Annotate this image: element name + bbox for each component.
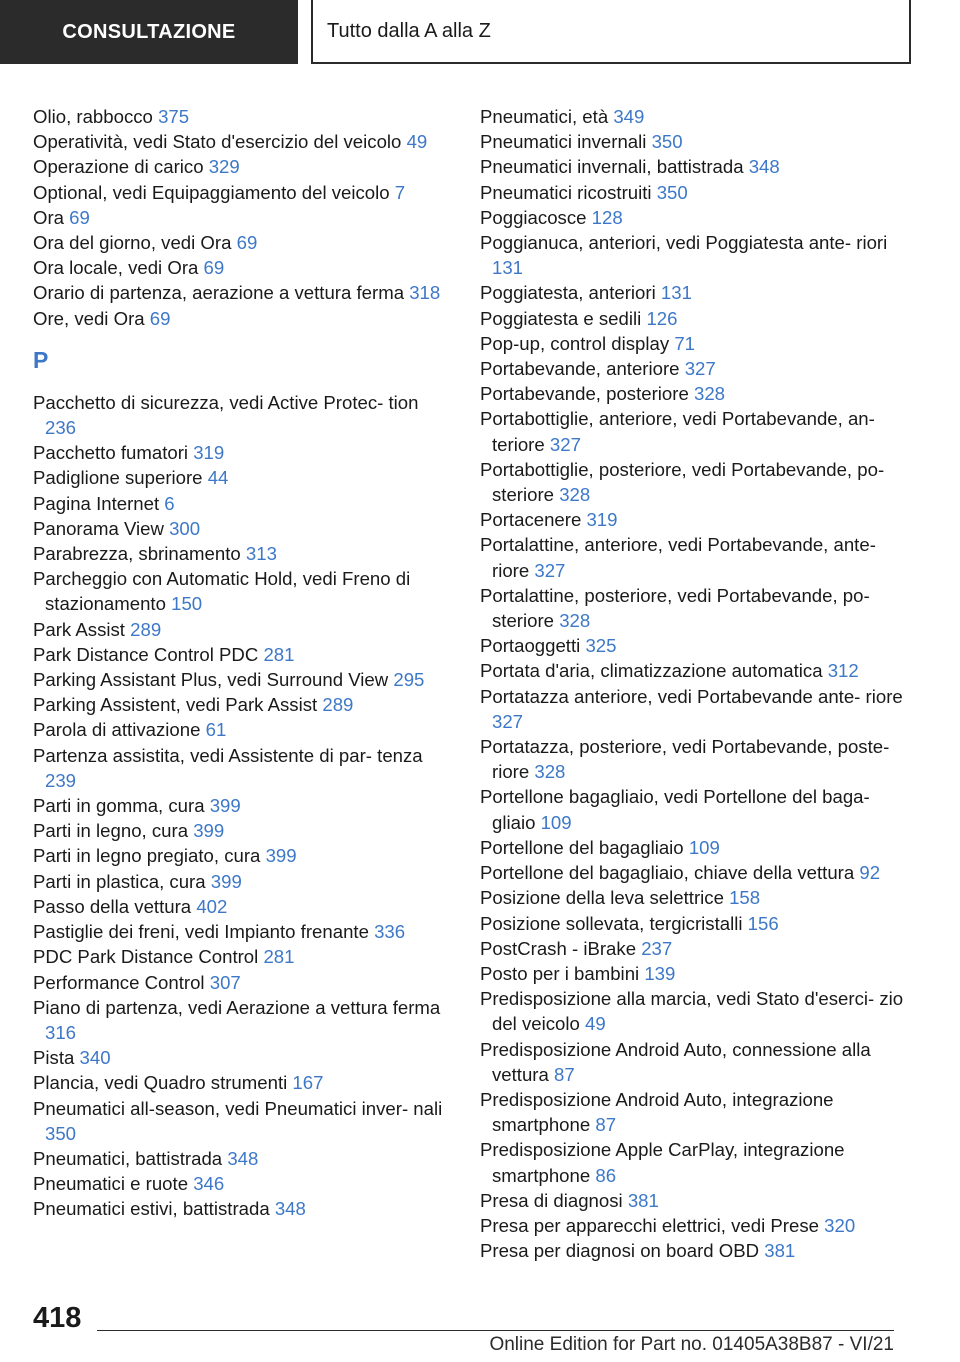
entry-term: Pista [33, 1047, 75, 1069]
page-reference-link[interactable]: 131 [492, 257, 524, 279]
index-entry [480, 835, 910, 860]
entry-term: Parking Assistent, vedi Park Assist [33, 694, 318, 716]
page-reference-link[interactable]: 320 [824, 1214, 856, 1236]
index-entry [33, 843, 453, 868]
entry-term: Ora [33, 206, 64, 228]
entry-term: Olio, rabbocco [33, 106, 153, 127]
index-entry [33, 104, 453, 129]
page-reference-link[interactable]: 336 [374, 921, 406, 943]
entry-term: Predisposizione Android Auto, integrazione smartphone [480, 1088, 834, 1136]
entry-term: Performance Control [33, 971, 205, 993]
page-reference-link[interactable]: 327 [549, 433, 581, 455]
page-reference-link[interactable]: 327 [684, 358, 716, 380]
page-reference-link[interactable]: 71 [674, 332, 696, 354]
index-entry [33, 894, 453, 919]
index-entry [480, 154, 910, 179]
index-entry [33, 667, 453, 692]
index-entry [480, 1137, 910, 1187]
page-reference-link[interactable]: 307 [209, 971, 241, 993]
entry-term: Pacchetto di sicurezza, vedi Active Protec- tion [33, 391, 419, 413]
index-entry [480, 180, 910, 205]
index-entry [480, 1213, 910, 1238]
index-entry [480, 1087, 910, 1137]
page-reference-link[interactable]: 348 [227, 1147, 259, 1169]
page-reference-link[interactable]: 328 [693, 383, 726, 405]
page-reference-link[interactable]: 319 [193, 442, 225, 464]
index-entry [33, 1146, 453, 1171]
page-reference-link[interactable]: 348 [274, 1198, 306, 1220]
entry-term: Predisposizione Apple CarPlay, integrazione smartphone [480, 1139, 845, 1186]
page-reference-link[interactable]: 328 [559, 484, 591, 506]
page-reference-link[interactable]: 319 [586, 509, 618, 531]
entry-term: Portabottiglie, anteriore, vedi Portabevande, an- teriore [480, 408, 875, 455]
index-entry [480, 356, 910, 381]
page-reference-link[interactable]: 289 [130, 618, 162, 640]
entry-term: Parabrezza, sbrinamento [33, 543, 241, 565]
index-entry [33, 944, 453, 969]
page-reference-link[interactable]: 109 [688, 836, 720, 858]
page-reference-link[interactable]: 375 [158, 106, 190, 127]
index-entry [480, 507, 910, 532]
entry-term: Ora del giorno, vedi Ora [33, 232, 232, 254]
index-entry [33, 491, 453, 516]
entry-term: Portalattine, anteriore, vedi Portabevande, ante- riore [480, 534, 876, 581]
page-reference-link[interactable]: 350 [651, 131, 683, 153]
entry-term: Panorama View [33, 517, 164, 539]
page-reference-link[interactable]: 92 [859, 862, 881, 884]
entry-term: Pneumatici, età [480, 106, 609, 127]
page-number: 418 [33, 1302, 82, 1334]
index-entry [33, 617, 453, 642]
page-reference-link[interactable]: 399 [265, 845, 297, 867]
index-entry [480, 885, 910, 910]
page-reference-link[interactable]: 402 [196, 895, 228, 917]
index-group-p-continued [480, 104, 910, 1263]
page-reference-link[interactable]: 328 [559, 610, 591, 632]
entry-term: Pneumatici invernali [480, 131, 647, 153]
index-entry [480, 784, 910, 834]
page-reference-link[interactable]: 381 [764, 1240, 796, 1262]
page-reference-link[interactable]: 44 [207, 467, 229, 489]
entry-term: Pneumatici ricostruiti [480, 181, 652, 203]
entry-term: Portacenere [480, 509, 582, 531]
entry-term: Presa per diagnosi on board OBD [480, 1240, 760, 1262]
index-entry [33, 465, 453, 490]
index-entry [480, 684, 910, 734]
index-entry [480, 860, 910, 885]
entry-term: Parti in plastica, cura [33, 870, 206, 892]
index-entry [33, 1096, 453, 1146]
page-reference-link[interactable]: 87 [595, 1114, 617, 1136]
page-reference-link[interactable]: 69 [236, 232, 258, 254]
index-entry [33, 919, 453, 944]
entry-term: Operazione di carico [33, 156, 204, 178]
entry-term: Portalattine, posteriore, vedi Portabevande, po- steriore [480, 584, 870, 632]
entry-term: Orario di partenza, aerazione a vettura ferma [33, 282, 405, 304]
section-tab [0, 0, 298, 64]
page-reference-link[interactable]: 350 [45, 1122, 77, 1144]
entry-term: Predisposizione Android Auto, connessione alla vettura [480, 1038, 871, 1085]
entry-term: PDC Park Distance Control [33, 946, 259, 968]
entry-term: Portatazza, posteriore, vedi Portabevande, poste- riore [480, 736, 890, 783]
index-entry [33, 180, 453, 205]
page-reference-link[interactable]: 318 [409, 282, 441, 304]
index-entry [33, 869, 453, 894]
index-entry [33, 129, 453, 154]
entry-term: Parti in legno pregiato, cura [33, 845, 261, 867]
index-entry [33, 642, 453, 667]
index-entry [33, 255, 453, 280]
page-reference-link[interactable]: 69 [203, 257, 225, 279]
entry-term: Presa di diagnosi [480, 1189, 623, 1211]
page-reference-link[interactable]: 295 [393, 669, 425, 691]
page-reference-link[interactable]: 131 [660, 282, 692, 304]
index-entry [33, 566, 453, 616]
page-reference-link[interactable]: 289 [322, 694, 354, 716]
page-reference-link[interactable]: 328 [534, 761, 566, 783]
page-reference-link[interactable]: 69 [69, 206, 90, 228]
page-reference-link[interactable]: 346 [193, 1173, 225, 1195]
page-reference-link[interactable]: 316 [45, 1021, 77, 1043]
page-reference-link[interactable]: 239 [45, 769, 77, 791]
index-entry [480, 936, 910, 961]
page-reference-link[interactable]: 329 [208, 156, 240, 178]
page-reference-link[interactable]: 399 [209, 795, 241, 817]
index-entry [33, 541, 453, 566]
entry-term: Pastiglie dei freni, vedi Impianto frenante [33, 921, 369, 943]
index-column-right [480, 104, 910, 1263]
entry-term: Portellone del bagagliaio [480, 836, 684, 858]
entry-term: Ora locale, vedi Ora [33, 257, 199, 279]
entry-term: Presa per apparecchi elettrici, vedi Prese [480, 1214, 819, 1236]
index-entry [480, 911, 910, 936]
entry-term: Poggiatesta e sedili [480, 307, 642, 329]
index-entry [480, 734, 910, 784]
entry-term: Posizione sollevata, tergicristalli [480, 912, 743, 934]
page-reference-link[interactable]: 348 [748, 156, 780, 178]
page-reference-link[interactable]: 150 [171, 593, 203, 615]
index-entry [33, 440, 453, 465]
entry-term: Partenza assistita, vedi Assistente di par- tenza [33, 744, 423, 766]
page-reference-link[interactable]: 327 [492, 710, 524, 732]
entry-term: Pneumatici e ruote [33, 1173, 189, 1195]
index-column-left [33, 104, 453, 1222]
index-entry [33, 516, 453, 541]
page-reference-link[interactable]: 167 [292, 1072, 324, 1094]
index-entry [480, 381, 910, 406]
entry-term: Poggianuca, anteriori, vedi Poggiatesta ante- riori [480, 232, 888, 254]
entry-term: Pneumatici invernali, battistrada [480, 156, 744, 178]
entry-term: Operatività, vedi Stato d'esercizio del veicolo [33, 131, 402, 153]
entry-term: Poggiatesta, anteriori [480, 282, 656, 304]
index-entry [33, 1045, 453, 1070]
page-reference-link[interactable]: 109 [540, 811, 572, 833]
page-reference-link[interactable]: 49 [585, 1013, 606, 1035]
entry-term: Pneumatici all-season, vedi Pneumatici inver- nali [33, 1097, 443, 1119]
index-entry [33, 818, 453, 843]
entry-term: Piano di partenza, vedi Aerazione a vettura ferma [33, 996, 441, 1018]
page-reference-link[interactable]: 349 [613, 106, 645, 127]
page-reference-link[interactable]: 126 [646, 307, 678, 329]
entry-term: Portabevande, anteriore [480, 358, 680, 380]
index-entry [480, 583, 910, 633]
index-entry [33, 970, 453, 995]
index-entry [480, 633, 910, 658]
index-entry [480, 306, 910, 331]
page-reference-link[interactable]: 350 [656, 181, 688, 203]
page-reference-link[interactable]: 399 [210, 870, 242, 892]
entry-term: Poggiacosce [480, 206, 587, 228]
index-entry [33, 280, 453, 305]
entry-term: Parking Assistant Plus, vedi Surround View [33, 669, 389, 691]
index-entry [33, 692, 453, 717]
edition-note: Online Edition for Part no. 01405A38B87 - VI/21 [489, 1334, 894, 1355]
index-entry [480, 961, 910, 986]
entry-term: Park Distance Control PDC [33, 643, 259, 665]
page-reference-link[interactable]: 327 [534, 559, 566, 581]
footer-divider [97, 1330, 894, 1331]
entry-term: Parola di attivazione [33, 719, 201, 741]
entry-term: Portellone del bagagliaio, chiave della vettura [480, 862, 855, 884]
index-entry [480, 205, 910, 230]
page-reference-link[interactable]: 236 [45, 417, 77, 439]
index-entry [480, 331, 910, 356]
entry-term: Portatazza anteriore, vedi Portabevande ante- riore [480, 685, 903, 707]
page-reference-link[interactable]: 139 [644, 962, 676, 984]
chapter-title: Tutto dalla A alla Z [327, 19, 491, 42]
entry-term: Padiglione superiore [33, 467, 203, 489]
entry-term: Pneumatici, battistrada [33, 1147, 223, 1169]
entry-term: Pop-up, control display [480, 332, 670, 354]
entry-term: Predisposizione alla marcia, vedi Stato d'eserci- zio del veicolo [480, 988, 904, 1035]
page-reference-link[interactable]: 87 [554, 1063, 575, 1085]
page-reference-link[interactable]: 300 [169, 517, 201, 539]
index-entry [33, 995, 453, 1045]
index-entry [480, 230, 910, 280]
section-title: CONSULTAZIONE [62, 20, 236, 43]
index-entry [33, 743, 453, 793]
entry-term: Optional, vedi Equipaggiamento del veicolo [33, 181, 390, 203]
page-reference-link[interactable]: 281 [263, 643, 295, 665]
page-reference-link[interactable]: 313 [245, 543, 277, 565]
page-reference-link[interactable]: 381 [627, 1189, 659, 1211]
entry-term: Posto per i bambini [480, 962, 640, 984]
index-entry [480, 104, 910, 129]
page-reference-link[interactable]: 281 [263, 946, 295, 968]
entry-term: Plancia, vedi Quadro strumenti [33, 1072, 288, 1094]
index-letter-heading: P [33, 346, 49, 373]
index-entry [480, 986, 910, 1036]
page-reference-link[interactable]: 61 [205, 719, 227, 741]
page-reference-link[interactable]: 6 [164, 492, 175, 514]
index-entry [33, 1196, 453, 1221]
index-entry [33, 717, 453, 742]
entry-term: Pagina Internet [33, 492, 160, 514]
page-reference-link[interactable]: 86 [595, 1164, 617, 1186]
index-entry [480, 1238, 910, 1263]
entry-term: Portabottiglie, posteriore, vedi Portabevande, po- steriore [480, 458, 885, 506]
page-reference-link[interactable]: 69 [149, 307, 171, 329]
entry-term: Passo della vettura [33, 895, 192, 917]
index-entry [480, 658, 910, 683]
index-entry [480, 1188, 910, 1213]
index-entry [33, 154, 453, 179]
index-entry [33, 1171, 453, 1196]
page-reference-link[interactable]: 7 [394, 181, 406, 203]
page-reference-link[interactable]: 312 [827, 660, 859, 682]
page-reference-link[interactable]: 49 [406, 131, 428, 153]
entry-term: Portaoggetti [480, 635, 581, 657]
index-entry [33, 1070, 453, 1095]
index-entry [480, 457, 910, 507]
index-entry [480, 1037, 910, 1087]
page-reference-link[interactable]: 325 [585, 635, 617, 657]
page-reference-link[interactable]: 340 [79, 1047, 111, 1069]
entry-term: PostCrash - iBrake [480, 937, 637, 959]
index-group-o [33, 104, 453, 331]
chapter-header [311, 0, 911, 64]
page-reference-link[interactable]: 158 [729, 887, 761, 909]
entry-term: Portabevande, posteriore [480, 383, 689, 405]
entry-term: Parti in legno, cura [33, 820, 189, 842]
entry-term: Parti in gomma, cura [33, 795, 205, 817]
entry-term: Parcheggio con Automatic Hold, vedi Freno di stazionamento [33, 568, 411, 615]
page-reference-link[interactable]: 399 [193, 820, 225, 842]
page-reference-link[interactable]: 237 [641, 937, 673, 959]
index-entry [480, 280, 910, 305]
entry-term: Pacchetto fumatori [33, 442, 189, 464]
page-reference-link[interactable]: 128 [591, 206, 623, 228]
page-reference-link[interactable]: 156 [747, 912, 779, 934]
index-entry [33, 390, 453, 440]
entry-term: Portata d'aria, climatizzazione automatica [480, 660, 823, 682]
index-entry [33, 306, 453, 331]
index-entry [480, 532, 910, 582]
index-entry [33, 205, 453, 230]
index-entry [33, 793, 453, 818]
entry-term: Portellone bagagliaio, vedi Portellone del baga- gliaio [480, 786, 870, 833]
entry-term: Park Assist [33, 618, 125, 640]
index-group-p [33, 390, 453, 1222]
index-entry [480, 129, 910, 154]
entry-term: Ore, vedi Ora [33, 307, 145, 329]
index-entry [480, 406, 910, 456]
entry-term: Posizione della leva selettrice [480, 887, 724, 909]
entry-term: Pneumatici estivi, battistrada [33, 1198, 270, 1220]
index-entry [33, 230, 453, 255]
